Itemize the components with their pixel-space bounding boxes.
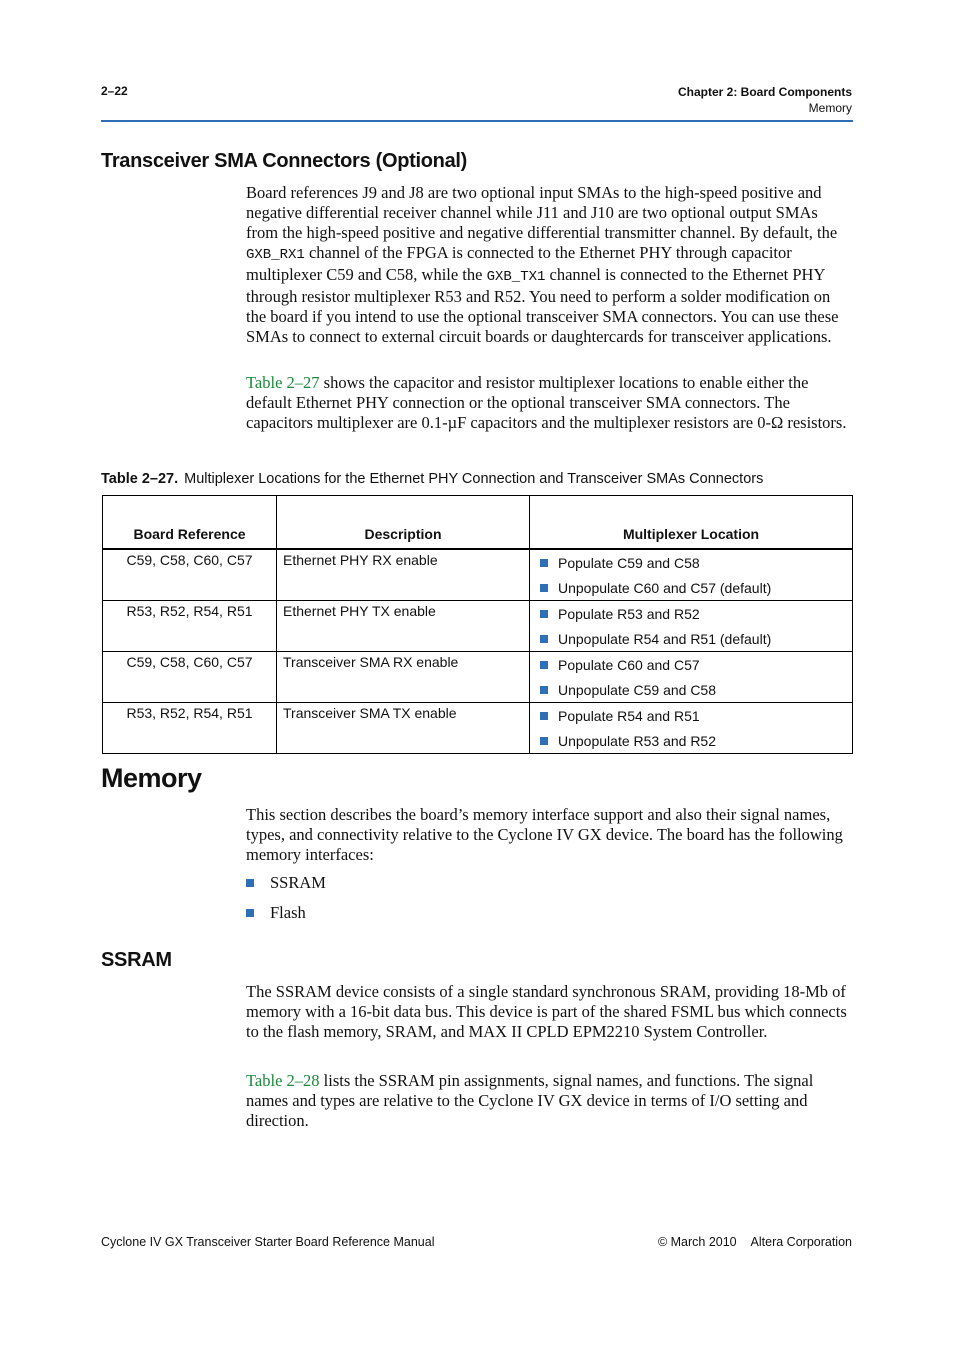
transceiver-paragraph-1 bbox=[246, 183, 852, 347]
square-bullet-icon bbox=[540, 686, 548, 694]
memory-list-item-text: SSRAM bbox=[270, 873, 326, 892]
transceiver-paragraph-2-text: shows the capacitor and resistor multiplexer locations to enable either the default Ethernet PHY connection or the optional transceiver SMA connectors. The capacitors multiplexer are 0.1-µF capacitors and the multiplexer resistors are 0-Ω resistors. bbox=[246, 373, 847, 432]
location-text: Unpopulate R53 and R52 bbox=[558, 732, 717, 749]
square-bullet-icon bbox=[540, 559, 548, 567]
paragraph-text: channel is connected to the Ethernet PHY through resistor multiplexer R53 and R52. You need to perform a solder modification on the board if you intend to use the optional transceiver SMA connectors. You can use these SMAs to connect to external circuit boards or daughtercards for transceiver applications. bbox=[246, 265, 839, 346]
square-bullet-icon bbox=[246, 879, 254, 887]
transceiver-paragraph-2 bbox=[246, 373, 852, 433]
table-caption-label: Table 2–27. bbox=[101, 471, 179, 487]
page-number: 2–22 bbox=[101, 84, 128, 98]
square-bullet-icon bbox=[540, 635, 548, 643]
paragraph-text: Board references J9 and J8 are two optional input SMAs to the high-speed positive and negative differential receiver channel while J11 and J10 are two optional output SMAs from the high-speed positive and negative differential transmitter channel. By default, the bbox=[246, 183, 838, 242]
multiplexer-location-cell bbox=[530, 652, 853, 703]
memory-heading: Memory bbox=[101, 763, 202, 793]
table-row bbox=[103, 703, 853, 754]
square-bullet-icon bbox=[540, 661, 548, 669]
table-row bbox=[103, 652, 853, 703]
footer-company: Altera Corporation bbox=[750, 1235, 852, 1249]
location-bullet-item bbox=[536, 652, 846, 677]
location-bullet-item bbox=[536, 601, 846, 626]
footer-date: © March 2010 bbox=[657, 1235, 737, 1249]
square-bullet-icon bbox=[540, 584, 548, 592]
table-caption-text: Multiplexer Locations for the Ethernet PHY Connection and Transceiver SMAs Connectors bbox=[184, 471, 764, 487]
location-bullet-item bbox=[536, 703, 846, 728]
footer-manual-title: Cyclone IV GX Transceiver Starter Board Reference Manual bbox=[101, 1235, 435, 1249]
multiplexer-table bbox=[102, 495, 853, 754]
multiplexer-location-cell bbox=[530, 703, 853, 754]
location-text: Populate C59 and C58 bbox=[558, 554, 700, 571]
footer-right bbox=[658, 1235, 852, 1249]
location-bullet-item bbox=[536, 550, 846, 575]
square-bullet-icon bbox=[540, 712, 548, 720]
memory-list-item-text: Flash bbox=[270, 903, 306, 922]
transceiver-heading: Transceiver SMA Connectors (Optional) bbox=[101, 150, 468, 172]
table-caption bbox=[101, 471, 763, 487]
location-text: Unpopulate R54 and R51 (default) bbox=[558, 630, 772, 647]
description-cell: Transceiver SMA TX enable bbox=[277, 703, 530, 754]
column-header-board-reference: Board Reference bbox=[103, 496, 277, 550]
location-text: Unpopulate C60 and C57 (default) bbox=[558, 579, 772, 596]
table-2-28-link[interactable]: Table 2–28 bbox=[246, 1071, 320, 1090]
multiplexer-location-cell bbox=[530, 549, 853, 601]
inline-code: GXB_RX1 bbox=[246, 247, 305, 263]
table-2-27-link[interactable]: Table 2–27 bbox=[246, 373, 320, 392]
memory-interface-list bbox=[246, 868, 326, 928]
inline-code: GXB_TX1 bbox=[486, 269, 546, 285]
memory-list-item bbox=[246, 868, 326, 898]
ssram-heading: SSRAM bbox=[101, 949, 172, 971]
board-reference-cell: R53, R52, R54, R51 bbox=[103, 601, 277, 652]
ssram-paragraph-2 bbox=[246, 1071, 852, 1131]
running-header bbox=[678, 84, 852, 116]
table-header-row bbox=[103, 496, 853, 550]
description-cell: Ethernet PHY TX enable bbox=[277, 601, 530, 652]
memory-intro: This section describes the board’s memory interface support and also their signal names, types, and connectivity relative to the Cyclone IV GX device. The board has the following memory interfaces: bbox=[246, 805, 843, 864]
square-bullet-icon bbox=[540, 737, 548, 745]
location-text: Populate R54 and R51 bbox=[558, 707, 700, 724]
board-reference-cell: C59, C58, C60, C57 bbox=[103, 652, 277, 703]
board-reference-cell: R53, R52, R54, R51 bbox=[103, 703, 277, 754]
location-text: Unpopulate C59 and C58 bbox=[558, 681, 717, 698]
location-bullet-item bbox=[536, 677, 846, 702]
column-header-multiplexer-location: Multiplexer Location bbox=[530, 496, 853, 550]
paragraph-text: channel of the FPGA is connected to the Ethernet PHY through capacitor multiplexer C59 and C58, while the bbox=[246, 243, 792, 284]
location-text: Populate R53 and R52 bbox=[558, 605, 700, 622]
location-bullet-item bbox=[536, 626, 846, 651]
description-cell: Transceiver SMA RX enable bbox=[277, 652, 530, 703]
location-bullet-item bbox=[536, 575, 846, 600]
board-reference-cell: C59, C58, C60, C57 bbox=[103, 549, 277, 601]
location-text: Populate C60 and C57 bbox=[558, 656, 700, 673]
square-bullet-icon bbox=[540, 610, 548, 618]
table-row bbox=[103, 601, 853, 652]
table-row bbox=[103, 549, 853, 601]
square-bullet-icon bbox=[246, 909, 254, 917]
section-title: Memory bbox=[808, 101, 852, 115]
column-header-description: Description bbox=[277, 496, 530, 550]
multiplexer-location-cell bbox=[530, 601, 853, 652]
chapter-title: Chapter 2: Board Components bbox=[677, 85, 852, 99]
ssram-paragraph-2-text: lists the SSRAM pin assignments, signal names, and functions. The signal names and types are relative to the Cyclone IV GX device in terms of I/O setting and direction. bbox=[246, 1071, 814, 1130]
ssram-paragraph-1: The SSRAM device consists of a single standard synchronous SRAM, providing 18-Mb of memory with a 16-bit data bus. This device is part of the shared FSML bus which connects to the flash memory, SRAM, and MAX II CPLD EPM2210 System Controller. bbox=[246, 982, 847, 1041]
header-divider bbox=[101, 120, 853, 122]
memory-list-item bbox=[246, 898, 326, 928]
description-cell: Ethernet PHY RX enable bbox=[277, 549, 530, 601]
location-bullet-item bbox=[536, 728, 846, 753]
